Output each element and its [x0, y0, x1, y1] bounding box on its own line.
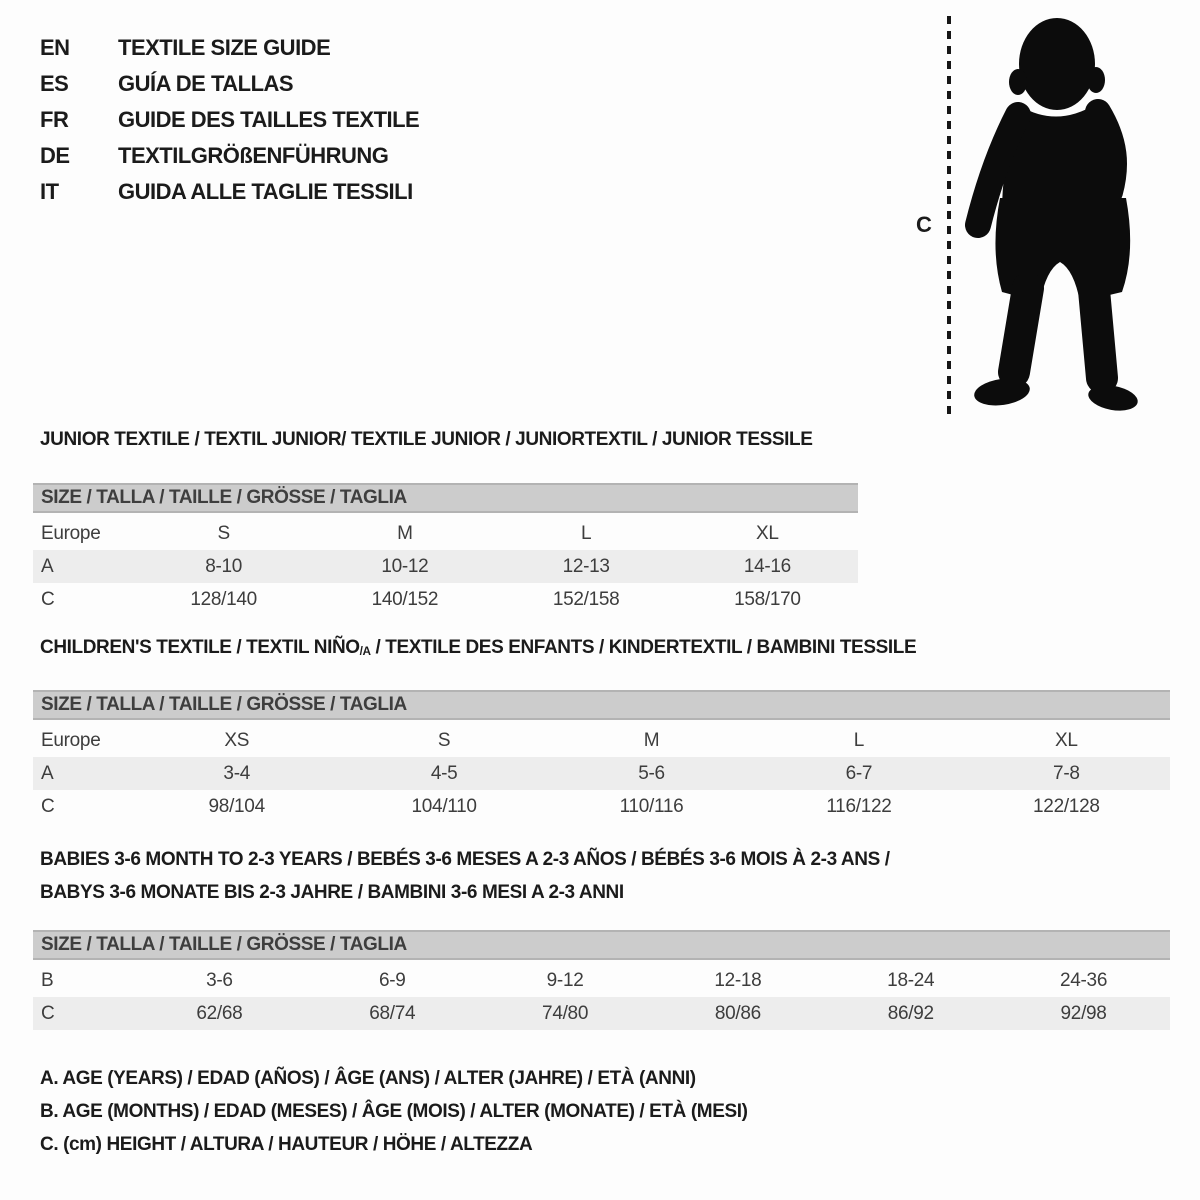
table-cell: 12-18 — [714, 969, 762, 991]
size-header-bar: SIZE / TALLA / TAILLE / GRÖSSE / TAGLIA — [33, 690, 1170, 720]
guide-title-en: TEXTILE SIZE GUIDE — [118, 35, 331, 60]
table-cell: 98/104 — [208, 795, 265, 817]
table-cell: 128/140 — [190, 588, 257, 610]
table-cell: 158/170 — [734, 588, 801, 610]
toddler-figure-graphic — [900, 0, 1160, 430]
table-cell: XL — [756, 522, 779, 544]
row-label: A — [41, 762, 54, 784]
section-title-children-sub: /A — [359, 645, 371, 659]
table-cell: 122/128 — [1033, 795, 1100, 817]
table-cell: 3-6 — [206, 969, 233, 991]
table-cell: 14-16 — [743, 555, 791, 577]
section-title-children-pre: CHILDREN'S TEXTILE / TEXTIL NIÑO — [40, 637, 360, 658]
table-cell: 8-10 — [205, 555, 243, 577]
table-cell: L — [580, 522, 592, 544]
language-row-es — [40, 66, 419, 102]
table-cell: 7-8 — [1053, 762, 1080, 784]
junior-size-table — [33, 483, 858, 616]
table-cell: S — [437, 729, 451, 751]
children-size-table — [33, 690, 1170, 823]
language-header — [40, 30, 419, 210]
section-title-children-post: / TEXTILE DES ENFANTS / KINDERTEXTIL / BAMBINI TESSILE — [370, 637, 917, 658]
table-cell: 5-6 — [638, 762, 665, 784]
language-row-fr — [40, 102, 419, 138]
table-cell: 4-5 — [430, 762, 458, 784]
table-cell: 12-13 — [562, 555, 610, 577]
table-cell: M — [643, 729, 660, 751]
table-cell: 6-7 — [845, 762, 873, 784]
language-code: DE — [40, 143, 70, 168]
table-cell: 24-36 — [1060, 969, 1108, 991]
table-row-europe — [33, 517, 858, 550]
table-cell: 10-12 — [381, 555, 429, 577]
table-cell: M — [397, 522, 413, 544]
section-title-babies-line1: BABIES 3-6 MONTH TO 2-3 YEARS / BEBÉS 3-6 MESES A 2-3 AÑOS / BÉBÉS 3-6 MOIS À 2-3 ANS / — [40, 849, 890, 870]
table-cell: 3-4 — [223, 762, 250, 784]
language-code: ES — [40, 71, 69, 96]
size-header-bar: SIZE / TALLA / TAILLE / GRÖSSE / TAGLIA — [33, 930, 1170, 960]
table-row-height — [33, 790, 1170, 823]
guide-title-it: GUIDA ALLE TAGLIE TESSILI — [118, 179, 413, 204]
table-cell: 152/158 — [552, 588, 620, 610]
language-row-de — [40, 138, 419, 174]
row-label: C — [41, 588, 55, 610]
row-label: Europe — [41, 729, 101, 751]
table-cell: 62/68 — [196, 1002, 243, 1024]
row-label: C — [41, 795, 55, 817]
table-cell: 18-24 — [887, 969, 935, 991]
table-cell: 140/152 — [371, 588, 439, 610]
table-cell: 104/110 — [411, 795, 477, 817]
table-row-height — [33, 583, 858, 616]
table-cell: 86/92 — [887, 1002, 934, 1024]
note-age-months: B. AGE (MONTHS) / EDAD (MESES) / ÂGE (MOIS) / ALTER (MONATE) / ETÀ (MESI) — [40, 1100, 748, 1122]
height-measure-label: C — [916, 212, 932, 237]
row-label: Europe — [41, 522, 101, 544]
language-code: IT — [40, 179, 59, 204]
table-cell: 74/80 — [542, 1002, 589, 1024]
guide-title-de: TEXTILGRÖßENFÜHRUNG — [118, 143, 389, 168]
table-row-age-months — [33, 964, 1170, 997]
table-cell: L — [853, 729, 865, 751]
table-cell: 110/116 — [619, 795, 684, 817]
toddler-silhouette-icon — [972, 18, 1139, 414]
table-cell: 116/122 — [826, 795, 892, 817]
row-label: B — [41, 969, 54, 991]
table-cell: XL — [1055, 729, 1078, 751]
table-cell: 68/74 — [369, 1002, 416, 1024]
table-cell: 92/98 — [1060, 1002, 1107, 1024]
table-row-age-years — [33, 550, 858, 583]
guide-title-fr: GUIDE DES TAILLES TEXTILE — [118, 107, 420, 132]
section-title-children — [40, 637, 916, 659]
table-row-height — [33, 997, 1170, 1030]
table-cell: 80/86 — [714, 1002, 761, 1024]
language-code: FR — [40, 107, 69, 132]
row-label: C — [41, 1002, 55, 1024]
note-height: C. (cm) HEIGHT / ALTURA / HAUTEUR / HÖHE / ALTEZZA — [40, 1133, 533, 1155]
section-title-junior: JUNIOR TEXTILE / TEXTIL JUNIOR/ TEXTILE JUNIOR / JUNIORTEXTIL / JUNIOR TESSILE — [40, 429, 813, 450]
row-label: A — [41, 555, 54, 577]
section-title-babies-line2: BABYS 3-6 MONATE BIS 2-3 JAHRE / BAMBINI 3-6 MESI A 2-3 ANNI — [40, 882, 624, 903]
language-row-it — [40, 174, 419, 210]
language-row-en — [40, 30, 419, 66]
size-header-bar: SIZE / TALLA / TAILLE / GRÖSSE / TAGLIA — [33, 483, 858, 513]
table-row-age-years — [33, 757, 1170, 790]
legend-notes — [40, 1062, 748, 1161]
note-age-years: A. AGE (YEARS) / EDAD (AÑOS) / ÂGE (ANS) / ALTER (JAHRE) / ETÀ (ANNI) — [40, 1067, 696, 1089]
babies-size-table — [33, 930, 1170, 1030]
table-cell: S — [217, 522, 230, 544]
language-code: EN — [40, 35, 70, 60]
table-cell: XS — [224, 729, 250, 751]
table-cell: 9-12 — [546, 969, 584, 991]
guide-title-es: GUÍA DE TALLAS — [118, 71, 294, 96]
table-row-europe — [33, 724, 1170, 757]
table-cell: 6-9 — [378, 969, 406, 991]
